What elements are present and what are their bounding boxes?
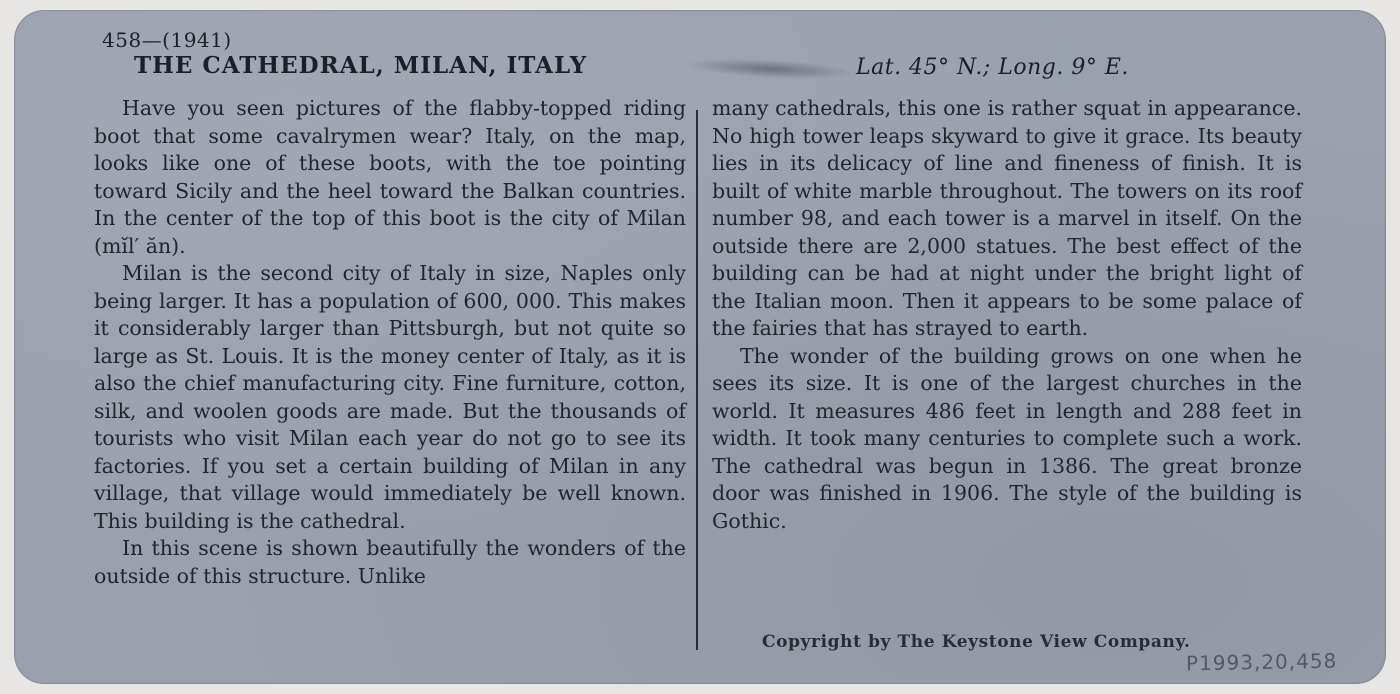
- paragraph: Have you seen pictures of the flabby-topped riding boot that some cavalrymen wear? Italy, on the map, looks like one of these boots, with the toe pointing toward Sicily and the heel toward the Balkan countries. In the center of the top of this boot is the city of Milan (mĭl′ ăn).: [94, 96, 686, 258]
- paragraph: Milan is the second city of Italy in size, Naples only being larger. It has a population of 600, 000. This makes it considerably larger than Pittsburgh, but not quite so large as St. Louis. It is the money center of Italy, as it is also the chief manufacturing city. Fine furniture, cotton, silk, and woolen goods are made. But the thousands of tourists who visit Milan each year do not go to see its factories. If you set a certain building of Milan in any village, that village would immediately be well known. This building is the cathedral.: [94, 261, 686, 533]
- copyright-line: Copyright by The Keystone View Company.: [762, 632, 1191, 652]
- paragraph-continuation: many cathedrals, this one is rather squat in appearance. No high tower leaps skyward to give it grace. Its beauty lies in its delicacy of line and fineness of finish. It is built of white marble throughout. The towers on its roof number 98, and each tower is a marvel in itself. On the outside there are 2,000 statues. The best effect of the building can be had at night under the bright light of the Italian moon. Then it appears to be some palace of the fairies that has strayed to earth.: [712, 96, 1302, 340]
- coordinates: Lat. 45° N.; Long. 9° E.: [856, 55, 1129, 80]
- right-text-column: [712, 95, 1302, 535]
- card-number: 458—(1941): [102, 28, 232, 52]
- column-divider: [696, 110, 698, 650]
- paragraph: In this scene is shown beautifully the wonders of the outside of this structure. Unlike: [94, 536, 686, 588]
- ink-smudge: [686, 56, 857, 83]
- paragraph: The wonder of the building grows on one when he sees its size. It is one of the largest churches in the world. It measures 486 feet in length and 288 feet in width. It took many centuries to complete such a work. The cathedral was begun in 1386. The great bronze door was finished in 1906. The style of the building is Gothic.: [712, 343, 1302, 533]
- left-text-column: [94, 95, 686, 590]
- stereoview-card-back: [14, 10, 1386, 684]
- catalog-number: P1993,20,458: [1185, 648, 1338, 676]
- card-title: THE CATHEDRAL, MILAN, ITALY: [134, 52, 588, 79]
